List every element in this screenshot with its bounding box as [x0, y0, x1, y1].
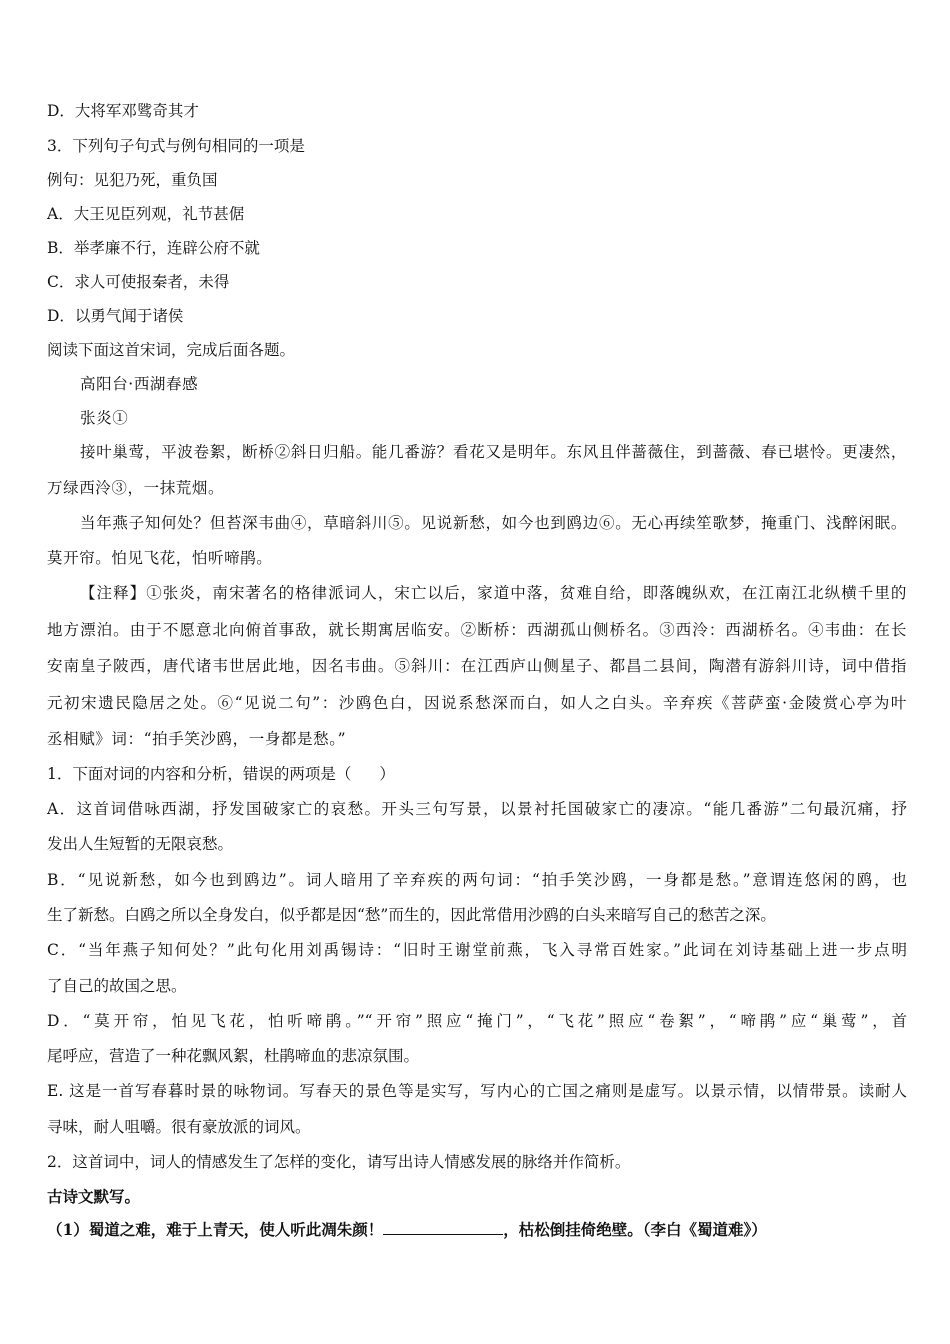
q3-option-d: D．以勇气闻于诸侯 — [47, 307, 184, 325]
p1-stem-text: 1．下面对词的内容和分析，错误的两项是（ — [47, 765, 352, 783]
q3-option-c: C．求人可使报秦者，未得 — [47, 273, 230, 291]
note-line3: 安南皇子陂西，唐代诸韦世居此地，因名韦曲。⑤斜川：在江西庐山侧星子、都昌二县间，陶潜有游斜川诗，词中借指 — [47, 657, 907, 675]
p1-option-c-line1: C．“当年燕子知何处？”此句化用刘禹锡诗：“旧时王谢堂前燕，飞入寻常百姓家。”此词在刘诗基础上进一步点明 — [47, 941, 907, 959]
poem-intro: 阅读下面这首宋词，完成后面各题。 — [47, 341, 296, 359]
p1-stem — [47, 764, 907, 784]
p1-option-c-line2: 了自己的故国之思。 — [47, 977, 187, 995]
poem-stanza2-line1: 当年燕子知何处？但苔深韦曲④，草暗斜川⑤。见说新愁，如今也到鸥边⑥。无心再续笙歌梦，掩重门、浅醉闲眠。 — [80, 514, 907, 532]
p1-option-d-line2: 尾呼应，营造了一种花飘风絮，杜鹃啼血的悲凉氛围。 — [47, 1047, 420, 1065]
p1-option-e-line2: 寻味，耐人咀嚼。很有豪放派的词风。 — [47, 1118, 311, 1136]
p1-option-a-line1: A．这首词借咏西湖，抒发国破家亡的哀愁。开头三句写景，以景衬托国破家亡的凄凉。“能几番游”二句最沉痛，抒 — [47, 800, 907, 818]
q3-option-b: B．举孝廉不行，连辟公府不就 — [47, 239, 260, 257]
poem-stanza2-line2: 莫开帘。怕见飞花，怕听啼鹃。 — [47, 549, 273, 567]
recite-item-1-blank[interactable] — [383, 1220, 503, 1235]
poem-title: 高阳台·西湖春感 — [80, 375, 199, 393]
p1-option-e-line1: E. 这是一首写春暮时景的咏物词。写春天的景色等是实写，写内心的亡国之痛则是虚写。以景示情，以情带景。读耐人 — [47, 1082, 907, 1100]
p2-stem: 2．这首词中，词人的情感发生了怎样的变化，请写出诗人情感发展的脉络并作简析。 — [47, 1153, 631, 1171]
note-line5: 丞相赋》词：“拍手笑沙鸥，一身都是愁。” — [47, 730, 347, 748]
q3-stem: 3．下列句子句式与例句相同的一项是 — [47, 137, 305, 155]
p1-stem-close: ） — [379, 765, 395, 783]
poem-author: 张炎① — [80, 409, 129, 427]
poem-stanza1-line1: 接叶巢莺，平波卷絮，断桥②斜日归船。能几番游？看花又是明年。东风且伴蔷薇住，到蔷薇、春已堪怜。更凄然， — [80, 443, 907, 461]
p1-option-d-line1: D．“莫开帘，怕见飞花，怕听啼鹃。”“开帘”照应“掩门”，“飞花”照应“卷絮”，“啼鹃”应“巢莺”，首 — [47, 1012, 907, 1030]
recite-item-1-after: ，枯松倒挂倚绝壁。（李白《蜀道难》） — [503, 1220, 767, 1239]
note-line2: 地方漂泊。由于不愿意北向俯首事敌，就长期寓居临安。②断桥：西湖孤山侧桥名。③西泠：西湖桥名。④韦曲：在长 — [47, 621, 907, 639]
recite-item-1 — [47, 1220, 907, 1240]
p1-option-b-line2: 生了新愁。白鸥之所以全身发白，似乎都是因“愁”而生的，因此常借用沙鸥的白头来暗写自己的愁苦之深。 — [47, 906, 776, 924]
recite-section-title: 古诗文默写。 — [47, 1187, 141, 1206]
poem-stanza1-line2: 万绿西泠③，一抹荒烟。 — [47, 479, 225, 497]
q3-option-a: A．大王见臣列观，礼节甚倨 — [47, 205, 245, 223]
q2-option-d: D．大将军邓骘奇其才 — [47, 102, 199, 120]
q3-example: 例句：见犯乃死，重负国 — [47, 171, 218, 189]
recite-item-1-before: （1）蜀道之难，难于上青天，使人听此凋朱颜！ — [47, 1220, 384, 1239]
note-line4: 元初宋遗民隐居之处。⑥“见说二句”：沙鸥色白，因说系愁深而白，如人之白头。辛弃疾《菩萨蛮·金陵赏心亭为叶 — [47, 694, 907, 712]
p1-option-a-line2: 发出人生短暂的无限哀愁。 — [47, 835, 234, 853]
p1-option-b-line1: B．“见说新愁，如今也到鸥边”。词人暗用了辛弃疾的两句词：“拍手笑沙鸥，一身都是愁。”意谓连悠闲的鸥，也 — [47, 871, 907, 889]
note-line1: 【注释】①张炎，南宋著名的格律派词人，宋亡以后，家道中落，贫难自给，即落魄纵欢，在江南江北纵横千里的 — [80, 584, 907, 602]
